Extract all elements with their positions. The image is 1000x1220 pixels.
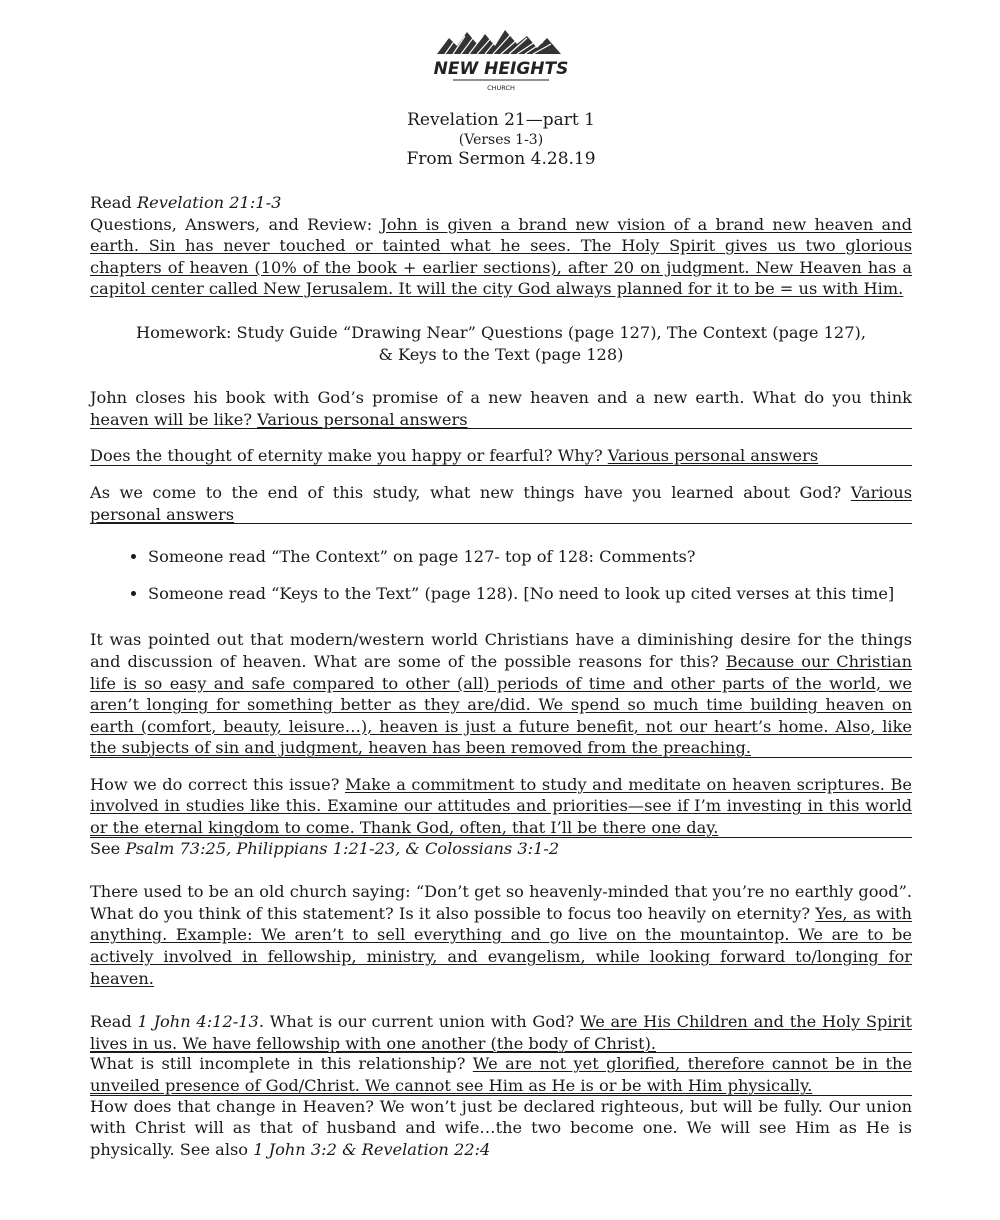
answer-incomplete: We are not yet glorified, therefore cannot be in the unveiled presence of God/Christ. We cannot see Him as He is or be with Him physically. (90, 1054, 912, 1095)
answer-heaven-like: Various personal answers (257, 409, 468, 429)
church-logo (90, 24, 912, 96)
answer-learned-about-god: Various personal answers (90, 482, 912, 524)
answer-current-union: We are His Children and the Holy Spirit lives in us. We have fellowship with one another (the body of Christ). (90, 1012, 912, 1053)
question-diminishing-desire: It was pointed out that modern/western world Christians have a diminishing desire for the things and discussion of heaven. What are some of the possible reasons for this? Because our Christian life is so easy and safe compared to other (all) periods of time and other parts of the world, we aren’t longing for something better as they are/did. We spend so much time building heaven on earth (comfort, beauty, leisure…), heaven is just a future benefit, not our heart’s home. Also, like the subjects of sin and judgment, heaven has been removed from the preaching. (90, 630, 913, 758)
question-current-union: Read 1 John 4:12-13. What is our current union with God? We are His Children and the Holy Spirit lives in us. We have fellowship with one another (the body of Christ). (90, 1012, 912, 1053)
questions-answers-review: Questions, Answers, and Review: John is given a brand new vision of a brand new heaven and earth. Sin has never touched or tainted what he sees. The Holy Spirit gives us two glorious chapters of heaven (10% of the book + earlier sections), after 20 on judgment. New Heaven has a capitol center called New Jerusalem. It will the city God always planned for it to be = us with Him. (90, 214, 912, 299)
question-heaven-like: John closes his book with God’s promise of a new heaven and a new earth. What do you think heaven will be like? Various personal answers (90, 388, 912, 429)
question-incomplete: What is still incomplete in this relationship? We are not yet glorified, therefore cannot be in the unveiled presence of God/Christ. We cannot see Him as He is or be with Him physically. (90, 1054, 912, 1095)
homework-note: Homework: Study Guide “Drawing Near” Questions (page 127), The Context (page 127), & Keys to the Text (page 128) (136, 322, 866, 364)
answer-diminishing-desire: Because our Christian life is so easy and safe compared to other (all) periods of time and other parts of the world, we aren’t longing for something better as they are/did. We spend so much time building heaven on earth (comfort, beauty, leisure…), heaven is just a future benefit, not our heart’s home. Also, like the subjects of sin and judgment, heaven has been removed from the preaching. (90, 651, 913, 758)
svg-text:NEW HEIGHTS: NEW HEIGHTS (433, 59, 569, 79)
page-title: Revelation 21—part 1 (407, 110, 595, 130)
document-page (90, 24, 912, 1160)
question-eternity-feelings: Does the thought of eternity make you happy or fearful? Why? Various personal answers (90, 446, 819, 466)
question-learned-about-god: As we come to the end of this study, what new things have you learned about God? Various personal answers (90, 482, 912, 524)
read-instruction: Read Revelation 21:1-3 (90, 193, 282, 212)
answer-correct-issue: Make a commitment to study and meditate on heaven scriptures. Be involved in studies like this. Examine our attitudes and priorities—see if I’m investing in this world or the eternal kingdom to come. Thank God, often, that I’ll be there one day. (90, 774, 912, 838)
answer-eternity-feelings: Various personal answers (607, 446, 819, 466)
list-item: • Someone read “The Context” on page 127- top of 128: Comments? (148, 546, 912, 568)
question-correct-issue: How we do correct this issue? Make a commitment to study and meditate on heaven scriptures. Be involved in studies like this. Examine our attitudes and priorities—see if I’m investing in this world or the eternal kingdom to come. Thank God, often, that I’ll be there one day. (90, 774, 912, 838)
see-references: See Psalm 73:25, Philippians 1:21-23, & Colossians 3:1-2 (90, 838, 560, 858)
svg-text:CHURCH: CHURCH (487, 84, 515, 92)
review-answer: John is given a brand new vision of a brand new heaven and earth. Sin has never touched or tainted what he sees. The Holy Spirit gives us two glorious chapters of heaven (10% of the book + earlier sections), after 20 on judgment. New Heaven has a capitol center called New Jerusalem. It will the city God always planned for it to be = us with Him. (90, 214, 912, 299)
answer-heavenly-minded: Yes, as with anything. Example: We aren’t to sell everything and go live on the mountaintop. We are to be actively involved in fellowship, ministry, and evangelism, while looking forward to/longing for heaven. (90, 903, 912, 988)
list-item: • Someone read “Keys to the Text” (page 128). [No need to look up cited verses at this time] (148, 583, 912, 605)
verses-subtitle: (Verses 1-3) (458, 132, 544, 148)
question-heavenly-minded: There used to be an old church saying: “Don’t get so heavenly-minded that you’re no earthly good”. What do you think of this statement? Is it also possible to focus too heavily on eternity? Yes, as with anything. Example: We aren’t to sell everything and go live on the mountaintop. We are to be actively involved in fellowship, ministry, and evangelism, while looking forward to/longing for heaven. (90, 882, 912, 988)
question-change-in-heaven: How does that change in Heaven? We won’t just be declared righteous, but will be fully. Our union with Christ will as that of husband and wife…the two become one. We will see Him as He is physically. See also 1 John 3:2 & Revelation 22:4 (90, 1096, 912, 1159)
mountain-logo-icon (431, 24, 571, 96)
sermon-date: From Sermon 4.28.19 (406, 149, 596, 169)
reading-bullets (90, 546, 912, 604)
